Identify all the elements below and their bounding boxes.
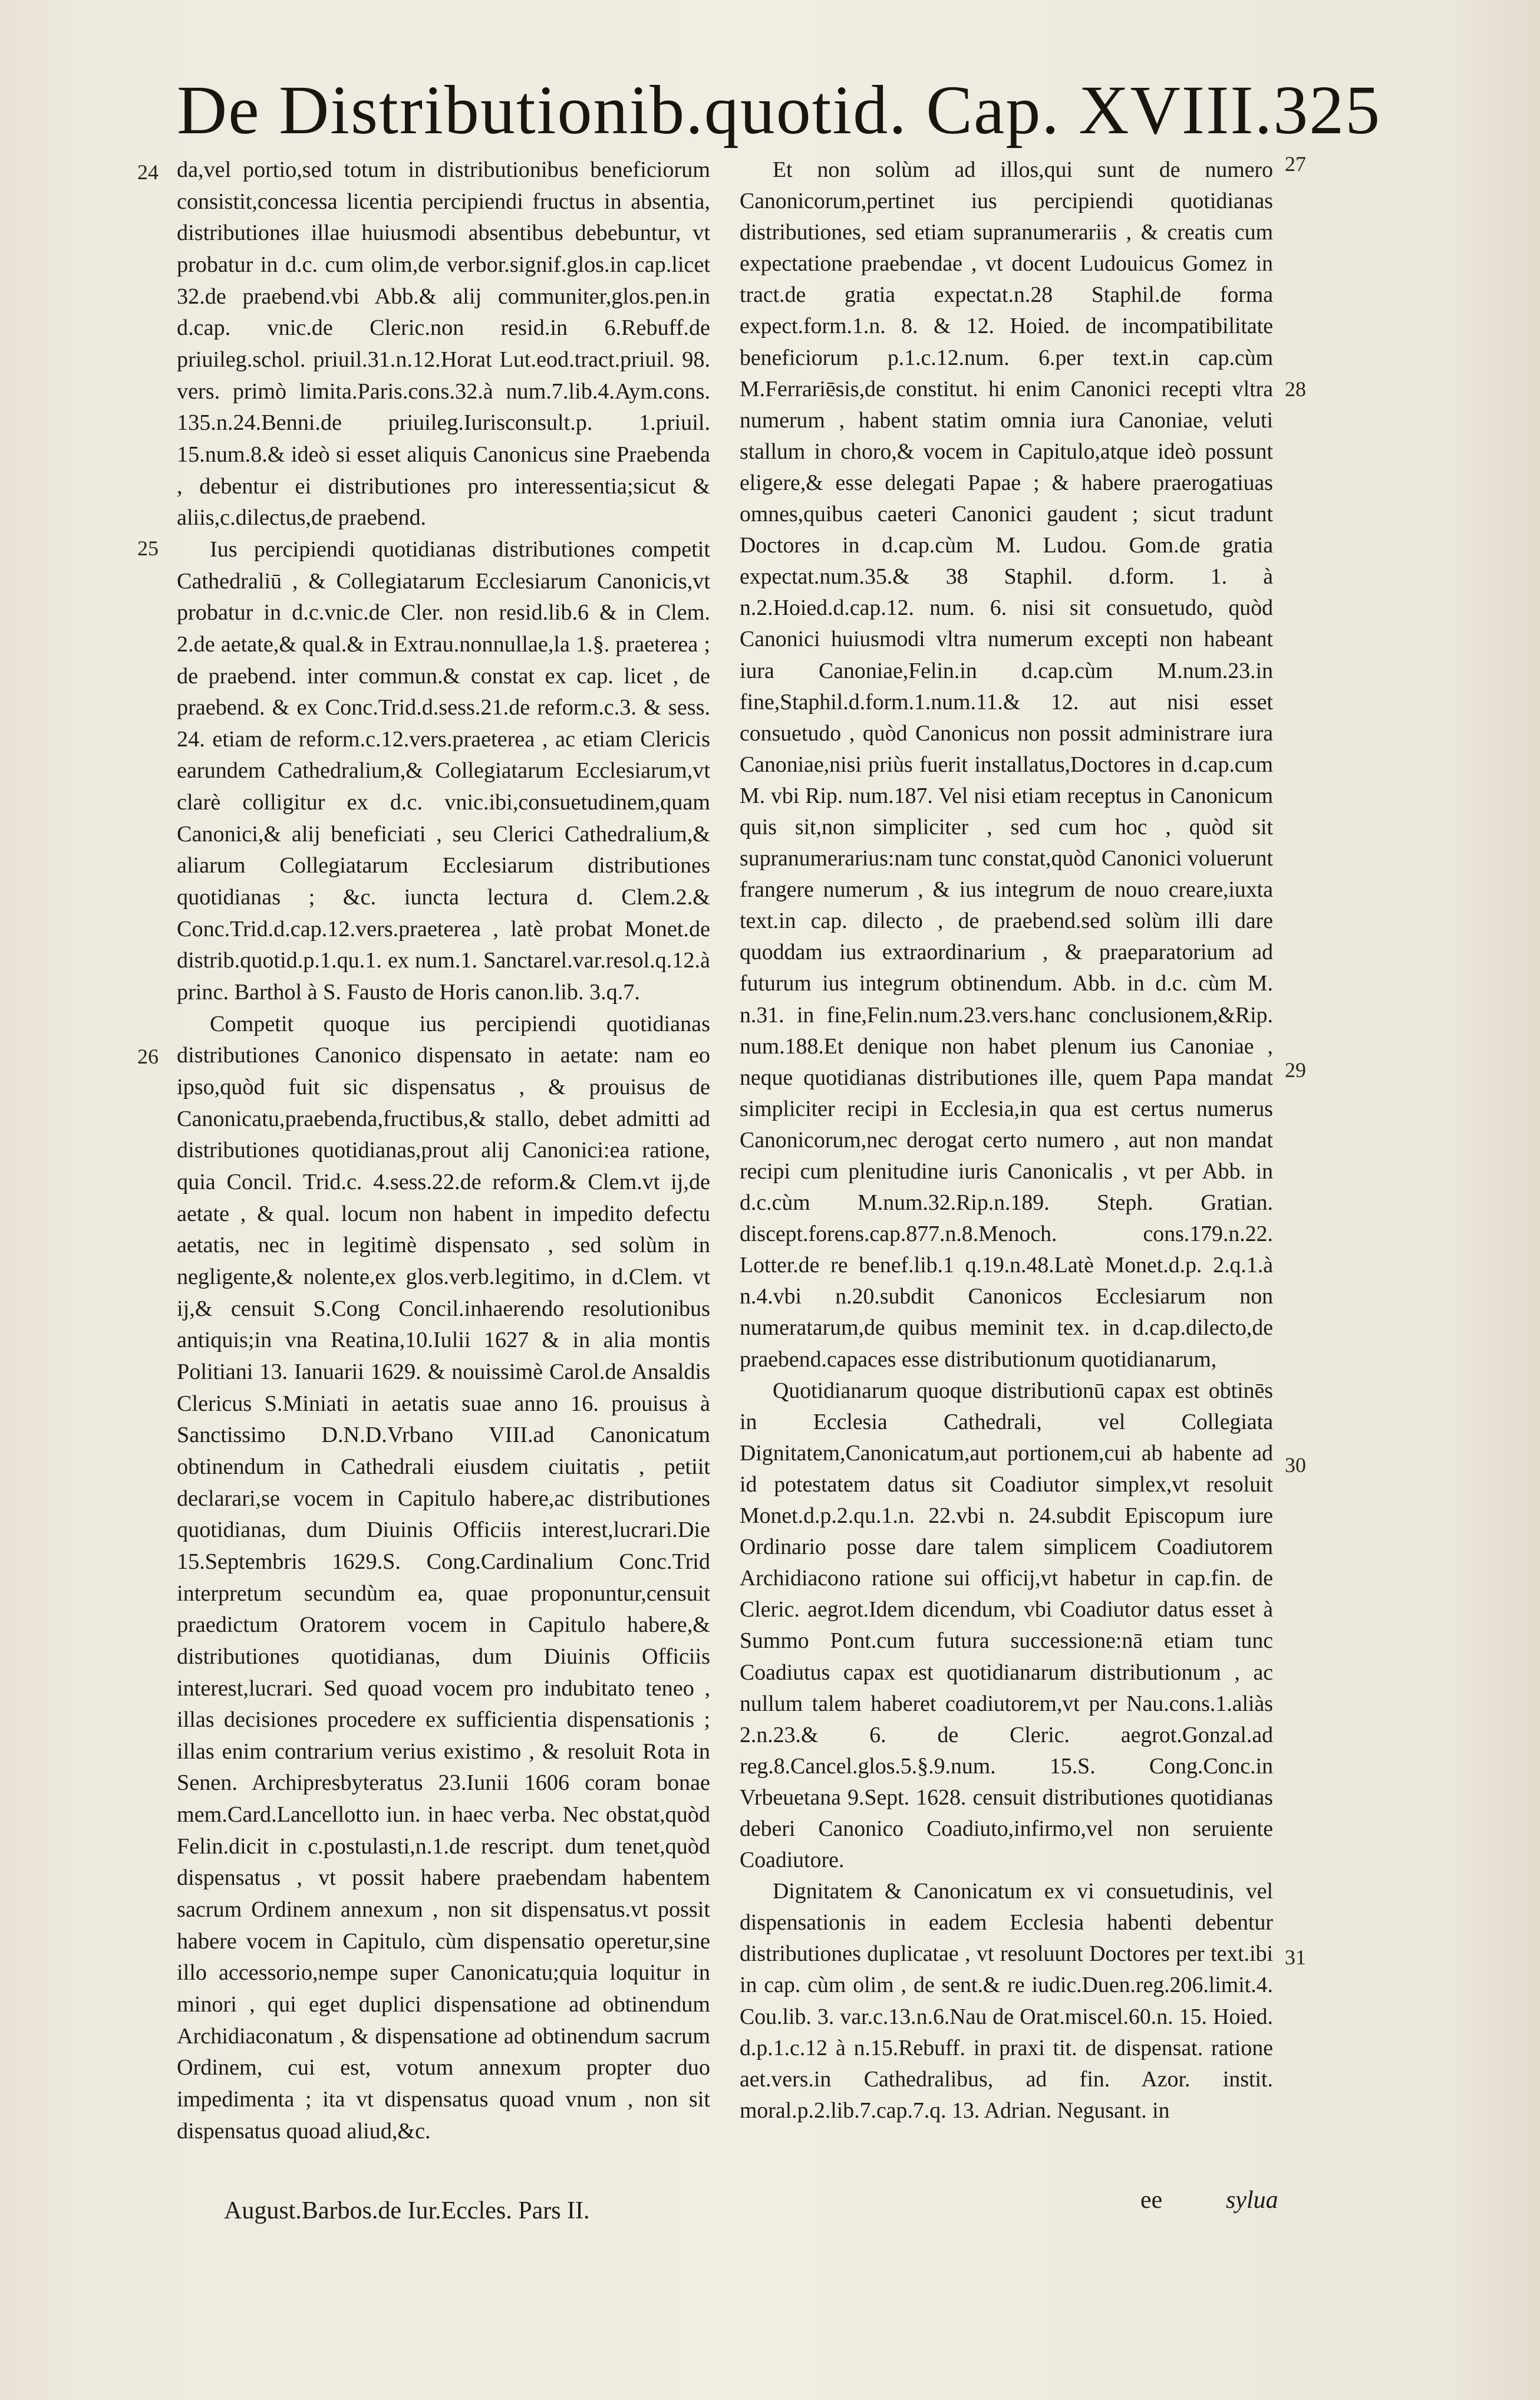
paragraph-31: Dignitatem & Canonicatum ex vi consuetudinis, vel dispensationis in eadem Ecclesia habenti debentur distributiones duplicatae , vt resoluunt Doctores per text.ibi in cap. cùm olim , de sent.& re iudic.Duen.reg.206.limit.4. Cou.lib. 3. var.c.13.n.6.Nau de Orat.miscel.60.n. 15. Hoied. d.p.1.c.12 à n.15.Rebuff. in praxi tit. de dispensat. ratione aet.vers.in Cathedralibus, ad fin. Azor. instit. moral.p.2.lib.7.cap.7.q. 13. Adrian. Negusant. in	[740, 1879, 1273, 2123]
margin-number-28: 28	[1285, 377, 1306, 401]
left-column	[177, 154, 710, 2147]
paragraph-26: Competit quoque ius percipiendi quotidianas distributiones Canonico dispensato in aetate: nam eo ipso,quòd fuit sic dispensatus , & prouisus de Canonicatu,praebenda,fructibus,& stallo, debet admitti ad distributiones quotidianas,prout alij Canonici:ea ratione, quia Concil. Trid.c. 4.sess.22.de reform.& Clem.vt ij,de aetate , & qual. locum non habent in impedito defectu aetatis, nec in legitimè dispensato , sed solùm in negligente,& nolente,ex glos.verb.legitimo, in d.Clem. vt ij,& censuit S.Cong Concil.inhaerendo resolutionibus antiquis;in vna Reatina,10.Iulii 1627 & in alia montis Politiani 13. Ianuarii 1629. & nouissimè Carol.de Ansaldis Clericus S.Miniati in aetatis suae anno 16. prouisus à Sanctissimo D.N.D.Vrbano VIII.ad Canonicatum obtinendum in Cathedrali eiusdem ciuitatis , petiit declarari,se vocem in Capitulo habere,ac distributiones quotidianas, dum Diuinis Officiis interest,lucrari.Die 15.Septembris 1629.S. Cong.Cardinalium Conc.Trid interpretum secundùm ea, quae proponuntur,censuit praedictum Oratorem vocem in Capitulo habere,& distributiones quotidianas, dum Diuinis Officiis interest,lucrari. Sed quoad vocem pro indubitato teneo , illas decisiones procedere ex sufficientia dispensationis ; illas enim contrarium verius existimo , & resoluit Rota in Senen. Archipresbyteratus 23.Iunii 1606 coram bonae mem.Card.Lancellotto iun. in haec verba. Nec obstat,quòd Felin.dicit in c.postulasti,n.1.de rescript. dum tenet,quòd dispensatus , vt possit habere praebendam habentem sacrum Ordinem annexum , non sit dispensatus.vt possit habere vocem in Capitulo, cùm dispensatio operetur,sine illo accessorio,nempe super Canonicatu;quia loquitur in minori , qui eget duplici dispensatione ad obtinendum Archidiaconatum , & dispensatione ad obtinendum sacrum Ordinem, cui est, votum annexum propter duo impedimenta ; ita vt dispensatus quoad vnum , non sit dispensatus quoad aliud,&c.	[177, 1011, 710, 2144]
margin-number-24: 24	[137, 160, 159, 184]
paragraph-24: da,vel portio,sed totum in distributionibus beneficiorum consistit,concessa licentia percipiendi fructus in absentia, distributiones illae huiusmodi absentibus debebuntur, vt probatur in d.c. cum olim,de verbor.signif.glos.in cap.licet 32.de praebend.vbi Abb.& alij communiter,glos.pen.in d.cap. vnic.de Cleric.non resid.in 6.Rebuff.de priuileg.schol. priuil.31.n.12.Horat Lut.eod.tract.priuil. 98. vers. primò limita.Paris.cons.32.à num.7.lib.4.Aym.cons. 135.n.24.Benni.de priuileg.Iurisconsult.p. 1.priuil. 15.num.8.& ideò si esset aliquis Canonicus sine Praebenda , debentur ei distributiones pro interessentia;sicut & aliis,c.dilectus,de praebend.	[177, 157, 710, 531]
paragraph-30: Quotidianarum quoque distributionū capax est obtinēs in Ecclesia Cathedrali, vel Collegiata Dignitatem,Canonicatum,aut portionem,cui ab habente ad id potestatem datus sit Coadiutor simplex,vt resoluit Monet.d.p.2.qu.1.n. 22.vbi n. 24.subdit Episcopum iure Ordinario posse dare talem simplicem Coadiutorem Archidiacono ratione sui officij,vt habetur in cap.fin. de Cleric. aegrot.Idem dicendum, vbi Coadiutor datus esset à Summo Pont.cum futura successione:nā etiam tunc Coadiutus capax est quotidianarum distributionum , ac nullum talem haberet coadiutorem,vt per Nau.cons.1.aliàs 2.n.23.& 6. de Cleric. aegrot.Gonzal.ad reg.8.Cancel.glos.5.§.9.num. 15.S. Cong.Conc.in Vrbeuetana 9.Sept. 1628. censuit distributiones quotidianas deberi Canonico Coadiuto,infirmo,vel non seruiente Coadiutore.	[740, 1378, 1273, 1873]
margin-number-25: 25	[137, 536, 159, 560]
margin-number-30: 30	[1285, 1453, 1306, 1477]
paragraph-25: Ius percipiendi quotidianas distributiones competit Cathedraliū , & Collegiatarum Ecclesiarum Canonicis,vt probatur in d.c.vnic.de Cler. non resid.lib.6 & in Clem. 2.de aetate,& qual.& in Extrau.nonnullae,la 1.§. praeterea ; de praebend. inter commun.& constat ex cap. licet , de praebend. & ex Conc.Trid.d.sess.21.de reform.c.3. & sess. 24. etiam de reform.c.12.vers.praeterea , ac etiam Clericis earundem Cathedralium,& Collegiatarum Ecclesiarum,vt clarè colligitur ex d.c. vnic.ibi,consuetudinem,quam Canonici,& alij beneficiati , seu Clerici Cathedralium,& aliarum Collegiatarum Ecclesiarum distributiones quotidianas ; &c. iuncta lectura d. Clem.2.& Conc.Trid.d.cap.12.vers.praeterea , latè probat Monet.de distrib.quotid.p.1.qu.1. ex num.1. Sanctarel.var.resol.q.12.à princ. Barthol à S. Fausto de Horis canon.lib. 3.q.7.	[177, 536, 710, 1005]
catchword: sylua	[1226, 2187, 1278, 2214]
footer-imprint: August.Barbos.de Iur.Eccles. Pars II.	[224, 2197, 590, 2224]
paragraph-27-29: Et non solùm ad illos,qui sunt de numero Canonicorum,pertinet ius percipiendi quotidianas distributiones, sed etiam supranumerariis , & creatis cum expectatione praebendae , vt docent Ludouicus Gomez in tract.de gratia expectat.n.28 Staphil.de forma expect.form.1.n. 8. & 12. Hoied. de incompatibilitate beneficiorum p.1.c.12.num. 6.per text.in cap.cùm M.Ferrariēsis,de constitut. hi enim Canonici recepti vltra numerum , habent statim omnia iura Canoniae, veluti stallum in choro,& vocem in Capitulo,atque ideò possunt eligere,& esse delegati Papae ; & habere praerogatiuas omnes,quibus caeteri Canonici gaudent ; sicut tradunt Doctores in d.cap.cùm M. Ludou. Gom.de gratia expectat.num.35.& 38 Staphil. d.form. 1. à n.2.Hoied.d.cap.12. num. 6. nisi sit consuetudo, quòd Canonici huiusmodi vltra numerum excepti non habeant iura Canoniae,Felin.in d.cap.cùm M.num.23.in fine,Staphil.d.form.1.num.11.& 12. aut nisi esset consuetudo , quòd Canonicus non possit administrare iura Canoniae,nisi priùs fuerit installatus,Doctores in d.cap.cum M. vbi Rip. num.187. Vel nisi etiam receptus in Canonicum quis sit,non simpliciter , sed cum hoc , quòd sit supranumerarius:nam tunc constat,quòd Canonici voluerunt frangere numerum , & ius integrum de nouo creare,iuxta text.in cap. dilecto , de praebend.sed solùm illi dare quoddam ius extraordinarium , & praeparatorium ad futurum ius integrum obtinendum. Abb. in d.c. cùm M. n.31. in fine,Felin.num.23.vers.hanc conclusionem,&Rip. num.188.Et denique non habet plenum ius Canoniae , neque quotidianas distributiones ille, quem Papa mandat simpliciter recipi in Ecclesia,in qua est certus numerus Canonicorum,nec derogat certo numero , aut non mandat recipi cum plenitudine iuris Canonicalis , vt per Abb. in d.c.cùm M.num.32.Rip.n.189. Steph. Gratian. discept.forens.cap.877.n.8.Menoch. cons.179.n.22. Lotter.de re benef.lib.1 q.19.n.48.Latè Monet.d.p. 2.q.1.à n.4.vbi n.20.subdit Canonicos Ecclesiarum non numeratarum,de quibus meminit tex. in d.cap.dilecto,de praebend.capaces esse distributionum quotidianarum,	[740, 157, 1273, 1372]
margin-number-31: 31	[1285, 1945, 1306, 1969]
margin-number-29: 29	[1285, 1058, 1306, 1082]
margin-number-27: 27	[1285, 152, 1306, 176]
running-head: De Distributionib.quotid. Cap. XVIII.325	[177, 71, 1381, 149]
signature-mark: ee	[1140, 2187, 1163, 2214]
right-column	[740, 154, 1273, 2126]
margin-number-26: 26	[137, 1045, 159, 1068]
